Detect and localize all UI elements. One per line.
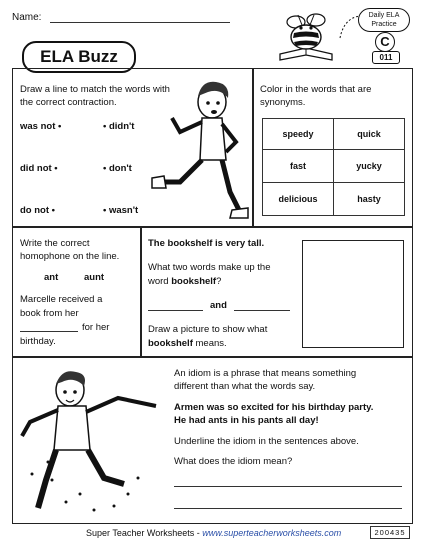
homophone-sentence-2: book from her: [20, 308, 79, 319]
name-label: Name:: [12, 12, 42, 23]
idiom-sentence-1: Armen was so excited for his birthday party.: [174, 402, 374, 413]
badge-bottom-text: Practice: [371, 21, 397, 28]
name-field[interactable]: [50, 22, 230, 23]
contraction-left-2[interactable]: did not •: [20, 163, 58, 174]
running-boy-illustration: [150, 72, 250, 222]
homophone-instructions: Write the correct homophone on the line.: [20, 238, 120, 262]
compound-draw-2: bookshelf means.: [148, 338, 227, 349]
homophone-blank[interactable]: [20, 331, 78, 332]
bee-logo-icon: [276, 6, 346, 64]
level-letter: C: [380, 34, 390, 49]
contraction-left-1[interactable]: was not •: [20, 121, 62, 132]
idiom-question: What does the idiom mean?: [174, 456, 293, 467]
synonym-cell[interactable]: fast: [263, 150, 334, 183]
synonym-cell[interactable]: speedy: [263, 119, 334, 150]
synonym-cell[interactable]: quick: [334, 119, 405, 150]
homophone-choice-b: aunt: [84, 272, 105, 283]
compound-blank-1[interactable]: [148, 310, 203, 311]
badge-top-text: Daily ELA: [368, 12, 400, 19]
contraction-right-2[interactable]: • don't: [103, 163, 132, 174]
synonym-table: [262, 118, 405, 216]
daily-practice-badge: [358, 8, 410, 32]
idiom-intro-2: different than what the words say.: [174, 381, 316, 392]
compound-blank-2[interactable]: [234, 310, 290, 311]
compound-draw-1: Draw a picture to show what: [148, 324, 268, 335]
footer-credit: Super Teacher Worksheets - www.superteacherworksheets.com: [86, 528, 342, 538]
synonym-instructions: Color in the words that are synonyms.: [260, 84, 372, 108]
compound-question-1: What two words make up the: [148, 262, 271, 273]
boy-with-ants-illustration: [18, 362, 168, 520]
drawing-box[interactable]: [302, 240, 404, 348]
worksheet-code: 200435: [370, 526, 410, 539]
contraction-right-1[interactable]: • didn't: [103, 121, 135, 132]
footer-url[interactable]: www.superteacherworksheets.com: [202, 528, 342, 538]
compound-and: and: [210, 300, 227, 311]
contraction-right-3[interactable]: • wasn't: [103, 205, 139, 216]
synonym-cell[interactable]: delicious: [263, 183, 334, 216]
contraction-left-3[interactable]: do not •: [20, 205, 55, 216]
homophone-sentence-1: Marcelle received a: [20, 294, 103, 305]
compound-question-2: word bookshelf?: [148, 276, 222, 287]
level-circle: [375, 32, 395, 52]
idiom-answer-line-2[interactable]: [174, 508, 402, 509]
idiom-underline-instruction: Underline the idiom in the sentences above.: [174, 436, 359, 447]
homophone-choice-a: ant: [44, 272, 59, 283]
idiom-sentence-2: He had ants in his pants all day!: [174, 415, 319, 426]
compound-statement: The bookshelf is very tall.: [148, 238, 265, 249]
idiom-intro-1: An idiom is a phrase that means something: [174, 368, 357, 379]
homophone-sentence-4: birthday.: [20, 336, 56, 347]
contraction-instructions: Draw a line to match the words with the correct contraction.: [20, 84, 170, 108]
homophone-sentence-3: for her: [82, 322, 110, 333]
synonym-cell[interactable]: yucky: [334, 150, 405, 183]
idiom-answer-line-1[interactable]: [174, 486, 402, 487]
sheet-number: 011: [372, 51, 400, 64]
page-title: ELA Buzz: [40, 47, 118, 66]
synonym-cell[interactable]: hasty: [334, 183, 405, 216]
